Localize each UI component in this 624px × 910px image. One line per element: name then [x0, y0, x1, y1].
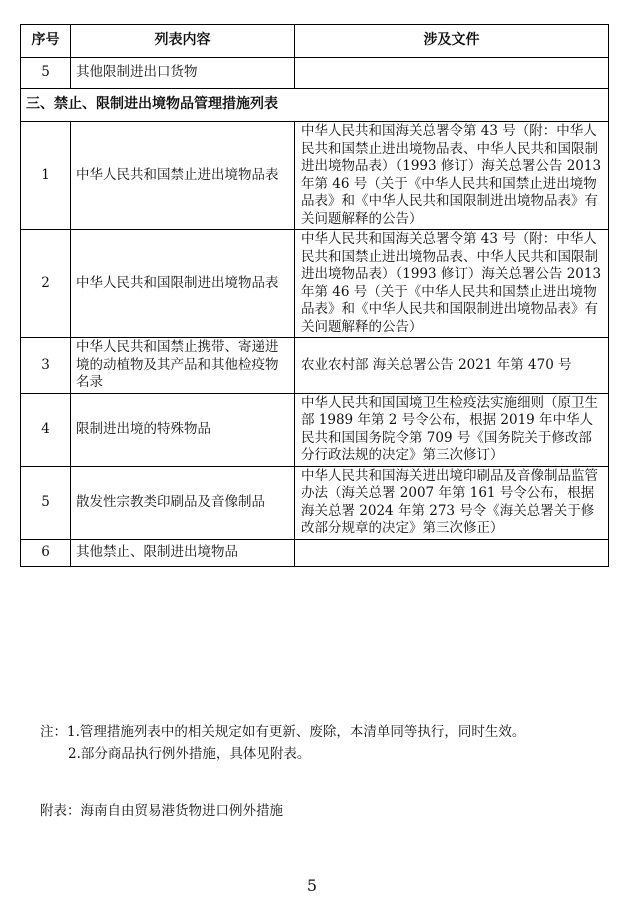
row-seq: 6: [21, 539, 71, 566]
row-content: 中华人民共和国禁止进出境物品表: [71, 122, 295, 230]
row-seq: 2: [21, 230, 71, 338]
table-row: [21, 466, 609, 539]
table-row: [21, 230, 609, 338]
row-seq: 3: [21, 338, 71, 394]
row-files: 农业农村部 海关总署公告 2021 年第 470 号: [295, 338, 609, 394]
note-line-1: 注：1.管理措施列表中的相关规定如有更新、废除，本清单同等执行，同时生效。: [40, 724, 526, 740]
row-files: 中华人民共和国海关进出境印刷品及音像制品监管办法（海关总署 2007 年第 161 号令公布，根据海关总署 2024 年第 273 号令《海关总署关于修改部分规章的决定》第三次修正）: [295, 466, 609, 539]
header-content: 列表内容: [71, 25, 295, 58]
row-seq: 5: [21, 58, 71, 89]
row-content: 散发性宗教类印刷品及音像制品: [71, 466, 295, 539]
table-header-row: [21, 25, 609, 58]
note-line-2: 2.部分商品执行例外措施，具体见附表。: [68, 746, 311, 762]
appendix-reference: 附表：海南自由贸易港货物进口例外措施: [40, 803, 283, 819]
section-row: [21, 89, 609, 122]
measures-table: [20, 24, 609, 567]
table-row: [21, 122, 609, 230]
row-seq: 4: [21, 393, 71, 466]
row-files: [295, 58, 609, 89]
row-files: 中华人民共和国海关总署令第 43 号（附：中华人民共和国禁止进出境物品表、中华人民共和国限制进出境物品表）（1993 修订）海关总署公告 2013 年第 46 号（关于《中华人民共和国禁止进出境物品表》和《中华人民共和国限制进出境物品表》有关问题解释的公告）: [295, 230, 609, 338]
row-seq: 1: [21, 122, 71, 230]
table-row: [21, 338, 609, 394]
header-seq: 序号: [21, 25, 71, 58]
row-content: 其他限制进出口货物: [71, 58, 295, 89]
notes-block: [40, 721, 600, 765]
table-row: [21, 539, 609, 566]
row-files: [295, 539, 609, 566]
header-files: 涉及文件: [295, 25, 609, 58]
row-files: 中华人民共和国国境卫生检疫法实施细则（原卫生部 1989 年第 2 号令公布，根据 2019 年中华人民共和国国务院令第 709 号《国务院关于修改部分行政法规的决定》第三次修订）: [295, 393, 609, 466]
row-seq: 5: [21, 466, 71, 539]
section-title: 三、禁止、限制进出境物品管理措施列表: [21, 89, 609, 122]
table-row: [21, 393, 609, 466]
table-row: [21, 58, 609, 89]
row-content: 限制进出境的特殊物品: [71, 393, 295, 466]
row-content: 中华人民共和国禁止携带、寄递进境的动植物及其产品和其他检疫物名录: [71, 338, 295, 394]
row-content: 中华人民共和国限制进出境物品表: [71, 230, 295, 338]
row-files: 中华人民共和国海关总署令第 43 号（附：中华人民共和国禁止进出境物品表、中华人民共和国限制进出境物品表）（1993 修订）海关总署公告 2013 年第 46 号（关于《中华人民共和国禁止进出境物品表》和《中华人民共和国限制进出境物品表》有关问题解释的公告）: [295, 122, 609, 230]
row-content: 其他禁止、限制进出境物品: [71, 539, 295, 566]
page-number: 5: [306, 876, 318, 895]
